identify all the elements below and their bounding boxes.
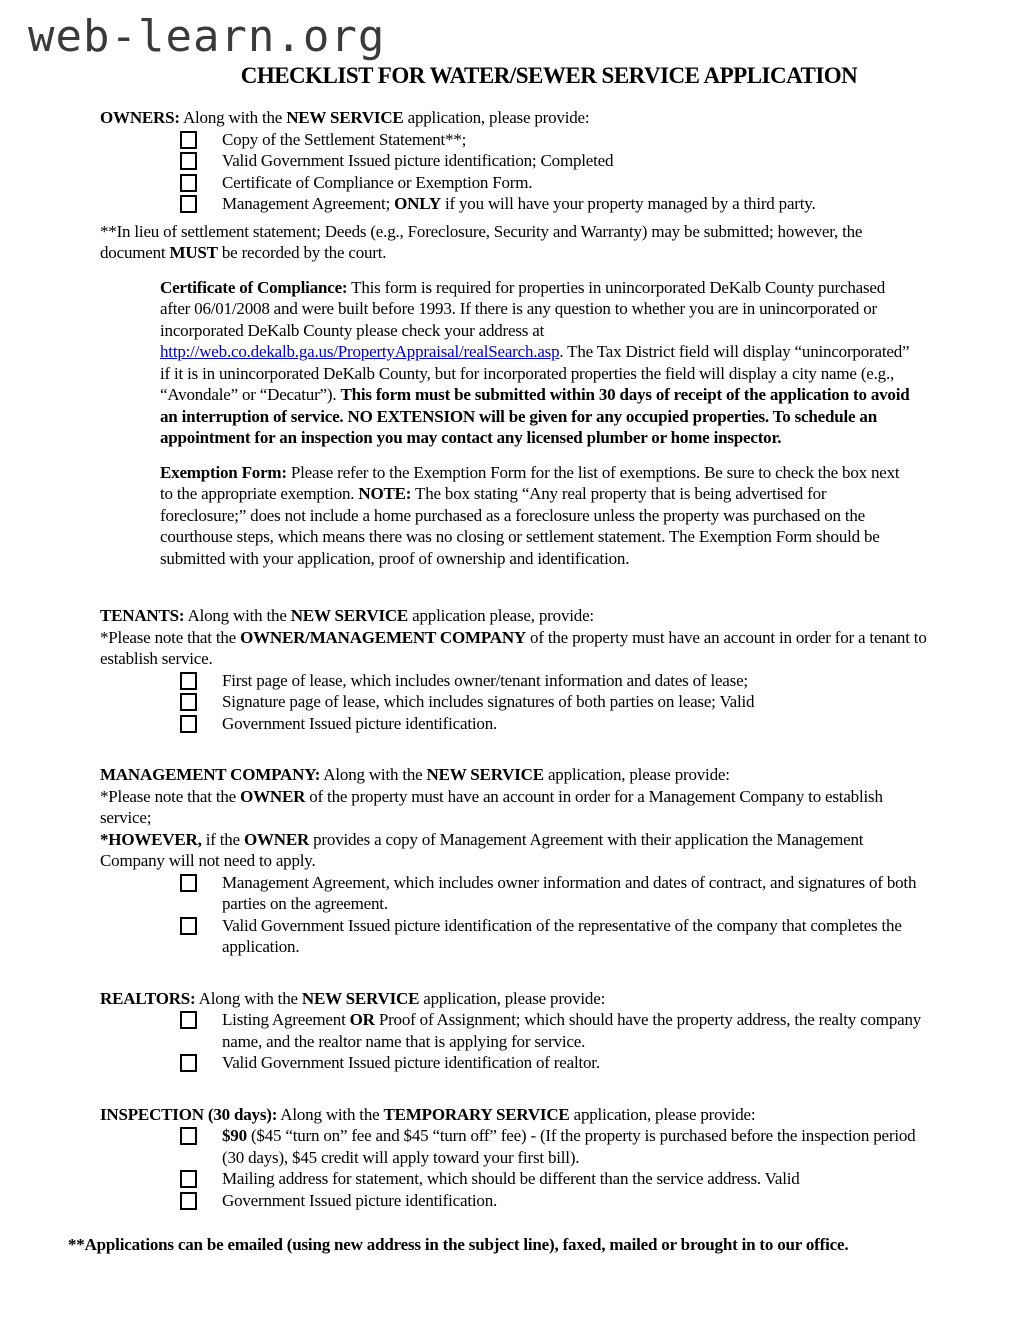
checkbox[interactable]	[180, 917, 197, 935]
checkbox[interactable]	[180, 1127, 197, 1145]
checklist-item-text: Mailing address for statement, which should be different than the service address. Valid	[222, 1169, 800, 1188]
checkbox[interactable]	[180, 672, 197, 690]
tenants-note: *Please note that the OWNER/MANAGEMENT COMPANY of the property must have an account in order for a tenant to establish service.	[100, 627, 927, 668]
checkbox[interactable]	[180, 131, 197, 149]
checklist-item-text: Management Agreement, which includes owner information and dates of contract, and signatures of both parties on the agreement.	[222, 872, 917, 913]
section-inspection	[100, 1104, 928, 1212]
management-note-2: *HOWEVER, if the OWNER provides a copy of Management Agreement with their application the Management Company will not need to apply.	[100, 829, 864, 870]
checklist-item-text: First page of lease, which includes owner/tenant information and dates of lease;	[222, 670, 748, 690]
checklist-item-text: Government Issued picture identification.	[222, 713, 498, 733]
checklist-item	[180, 915, 928, 958]
checkbox[interactable]	[180, 1170, 197, 1188]
owners-intro: OWNERS: Along with the NEW SERVICE application, please provide:	[100, 108, 590, 127]
checklist-item-text: Valid Government Issued picture identification of realtor.	[222, 1053, 600, 1072]
checklist-item-text: $90 ($45 “turn on” fee and $45 “turn off” fee) - (If the property is purchased before the inspection period (30 days), $45 credit will apply toward your first bill).	[222, 1126, 916, 1167]
checklist-item-text: Certificate of Compliance or Exemption Form.	[222, 172, 533, 192]
exemption-form-paragraph: Exemption Form: Please refer to the Exemption Form for the list of exemptions. Be sure to check the box next to the appropriate exemption. NOTE: The box stating “Any real property that is being advertised for foreclosure;” does not include a home purchased as a foreclosure unless the property was purchased on the courthouse steps, which means there was no closing or settlement statement. The Exemption Form should be submitted with your application, proof of ownership and identification.	[160, 462, 900, 568]
checkbox[interactable]	[180, 1054, 197, 1072]
checklist-item-text: Valid Government Issued picture identification; Completed	[222, 151, 614, 170]
checklist-item	[180, 129, 928, 151]
checklist-item-text: Government Issued picture identification.	[222, 1190, 498, 1210]
checkbox[interactable]	[180, 693, 197, 711]
checklist-item-text: Signature page of lease, which includes signatures of both parties on lease; Valid	[222, 692, 755, 711]
section-management-company	[100, 764, 928, 958]
watermark: web-learn.org	[28, 11, 386, 62]
checklist-item	[180, 713, 928, 735]
checkbox[interactable]	[180, 174, 197, 192]
tenants-intro: TENANTS: Along with the NEW SERVICE application please, provide:	[100, 606, 594, 625]
checklist-item	[180, 1009, 928, 1052]
hyperlink[interactable]: http://web.co.dekalb.ga.us/PropertyAppraisal/realSearch.asp	[160, 342, 560, 361]
footer-note: **Applications can be emailed (using new address in the subject line), faxed, mailed or brought in to our office.	[68, 1235, 849, 1254]
checklist-item	[180, 150, 928, 172]
settlement-note: **In lieu of settlement statement; Deeds (e.g., Foreclosure, Security and Warranty) may be submitted; however, the document MUST be recorded by the court.	[100, 221, 863, 262]
checklist-item	[180, 193, 928, 215]
section-tenants	[100, 605, 928, 734]
checkbox[interactable]	[180, 1011, 197, 1029]
checkbox[interactable]	[180, 874, 197, 892]
checklist-item-text: Valid Government Issued picture identification of the representative of the company that completes the application.	[222, 915, 902, 956]
checklist-item	[180, 1190, 928, 1212]
page-title: CHECKLIST FOR WATER/SEWER SERVICE APPLICATION	[240, 63, 858, 88]
management-intro: MANAGEMENT COMPANY: Along with the NEW SERVICE application, please provide:	[100, 765, 730, 784]
checklist-item	[180, 1168, 928, 1190]
section-owners	[100, 107, 928, 215]
certificate-of-compliance-paragraph: Certificate of Compliance: This form is required for properties in unincorporated DeKalb County purchased after 06/01/2008 and were built before 1993. If there is any question to whether you are in unincorporated or incorporated DeKalb County please check your address at http://web.co.dekalb.ga.us/PropertyAppraisal/realSearch.asp. The Tax District field will display “unincorporated” if it is in unincorporated DeKalb County, but for incorporated properties the field will display a city name (e.g., “Avondale” or “Decatur”). This form must be submitted within 30 days of receipt of the application to avoid an interruption of service. NO EXTENSION will be given for any occupied properties. To schedule an appointment for an inspection you may contact any licensed plumber or home inspector.	[160, 277, 910, 447]
checklist-item-text: Management Agreement; ONLY if you will have your property managed by a third party.	[222, 194, 816, 213]
checkbox[interactable]	[180, 715, 197, 733]
inspection-intro: INSPECTION (30 days): Along with the TEMPORARY SERVICE application, please provide:	[100, 1104, 756, 1124]
checklist-item	[180, 172, 928, 194]
checkbox[interactable]	[180, 152, 197, 170]
checkbox[interactable]	[180, 195, 197, 213]
management-note-1: *Please note that the OWNER of the property must have an account in order for a Management Company to establish service;	[100, 786, 883, 827]
checklist-item	[180, 872, 928, 915]
checklist-item-text: Copy of the Settlement Statement**;	[222, 129, 467, 149]
checklist-item	[180, 1125, 928, 1168]
section-realtors	[100, 988, 928, 1074]
checklist-item-text: Listing Agreement OR Proof of Assignment; which should have the property address, the realty company name, and the realtor name that is applying for service.	[222, 1010, 922, 1051]
realtors-intro: REALTORS: Along with the NEW SERVICE application, please provide:	[100, 988, 606, 1008]
checklist-item	[180, 691, 928, 713]
checkbox[interactable]	[180, 1192, 197, 1210]
checklist-item	[180, 1052, 928, 1074]
checklist-item	[180, 670, 928, 692]
